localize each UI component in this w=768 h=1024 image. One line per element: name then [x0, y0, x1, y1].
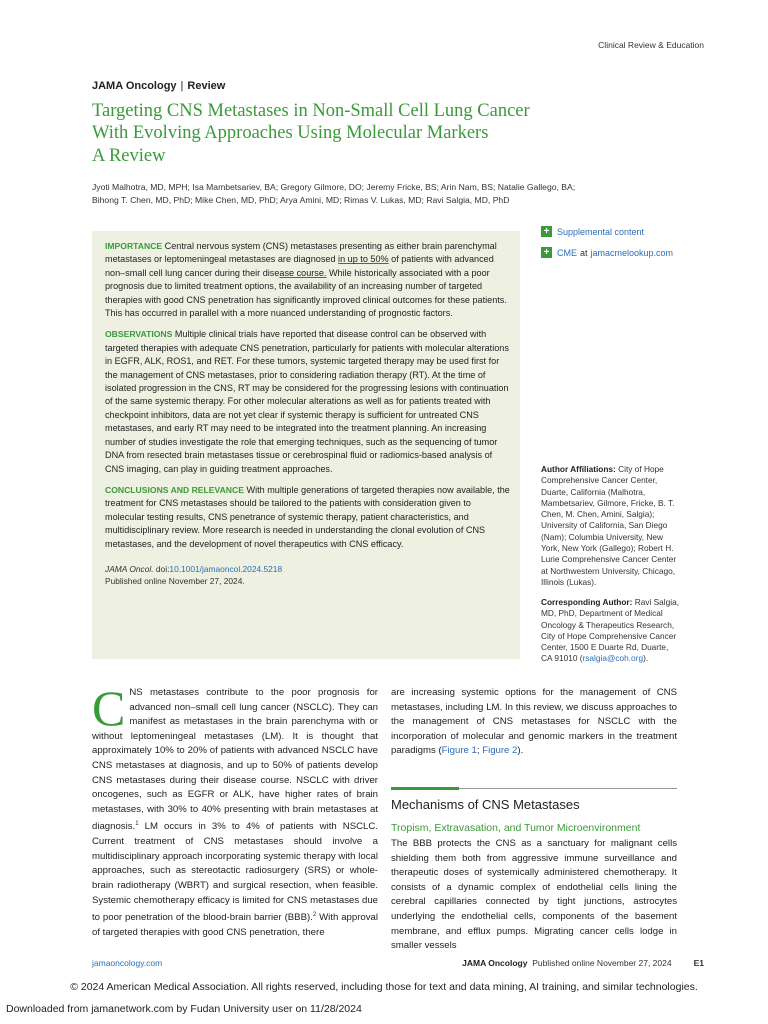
plus-icon: + — [541, 226, 552, 237]
observations-heading: OBSERVATIONS — [105, 329, 173, 340]
affiliations-heading: Author Affiliations: — [541, 464, 616, 474]
doi-link[interactable]: 10.1001/jamaoncol.2024.5218 — [169, 563, 283, 574]
drop-cap: C — [92, 680, 126, 736]
footer-journal: JAMA Oncology — [462, 958, 528, 968]
title-line-2: With Evolving Approaches Using Molecular Markers — [92, 123, 489, 143]
body-column-1 — [92, 680, 378, 940]
importance-highlight-2: ase course. — [279, 267, 327, 278]
author-line-2: Bihong T. Chen, MD, PhD; Mike Chen, MD, PhD; Arya Amini, MD; Rimas V. Lukas, MD; Ravi Salgia, MD, PhD — [92, 195, 510, 205]
figure-1-link[interactable]: Figure 1 — [441, 745, 477, 757]
cme-label: CME — [557, 247, 577, 258]
section-rule-accent — [391, 787, 459, 790]
col2-text-end: ). — [517, 745, 524, 757]
download-notice: Downloaded from jamanetwork.com by Fudan University user on 11/28/2024 — [6, 1003, 362, 1015]
fig-separator: ; — [476, 745, 483, 757]
col1-text-c: With approval of targeted therapies with good CNS penetration, there — [92, 912, 378, 938]
cme-link[interactable] — [541, 247, 673, 258]
col1-text-b: LM occurs in 3% to 4% of patients with NSCLC. Current treatment of CNS metastases should involve a multidisciplinary approach incorporating systemic therapy with local approaches, such as stereotactic radiosurgery (SRS) or whole-brain radiotherapy (WBRT) and surgical resection, when feasible. Systemic chemotherapy efficacy is limited for CNS metastases due to poor penetration of the blood-brain barrier (BBB). — [92, 821, 378, 924]
footer-site-link[interactable]: jamaoncology.com — [92, 958, 163, 968]
supplemental-label: Supplemental content — [557, 226, 645, 237]
citation — [105, 563, 510, 587]
corresponding-author — [541, 597, 681, 665]
author-affiliations — [541, 464, 681, 588]
cme-url[interactable]: jamacmelookup.com — [590, 247, 674, 258]
cite-doi-prefix: doi: — [153, 563, 170, 574]
observations-text: Multiple clinical trials have reported that disease control can be observed with targeted therapies with adequate CNS penetration, particularly for patients with molecular alterations in EGFR, ALK, ROS1, and RET. For these tumors, systemic targeted therapy may be used first for the management of CNS metastases, prior to considering radiation therapy (RT). At the time of isolated progression in the CNS, RT may be considered for the progressing lesions with continuation of the same systemic therapy. For other molecular alterations as well as for patients treated with checkpoint inhibitors, data are not yet clear if systemic therapy is sufficient for untreated CNS metastases, and early RT may need to be integrated into the treatment planning. An increasing number of studies investigate the role that emerging techniques, such as the sequencing of tumor DNA from resected brain metastases tissue or cerebrospinal fluid or radiomics-based analysis of CNS imaging, can play in guiding treatment approaches. — [105, 329, 509, 474]
cme-at: at — [580, 247, 588, 258]
importance-text-a: Central nervous system (CNS) metastases presenting as either brain parenchymal metastases or leptomeningeal metastases are diagnosed — [105, 241, 497, 265]
corresponding-end: ). — [643, 653, 649, 664]
section-heading: Mechanisms of CNS Metastases — [391, 797, 580, 812]
email-link[interactable]: rsalgia@coh.org — [582, 653, 644, 664]
conclusions-text: With multiple generations of targeted therapies now available, the treatment for CNS metastases should be tailored to the patients with consideration given to molecular testing results, CNS penetrance of systemic therapy, patient characteristics, and multidisciplinary review. More research is needed in understanding the clonal evolution of CNS metastases, and the development of novel therapeutics with CNS efficacy. — [105, 484, 510, 549]
body-column-2-section: The BBB protects the CNS as a sanctuary for malignant cells shielding them both from aggressive immune surveillance and therapeutic doses of systemically administered chemotherapy. It consists of a dynamic complex of endothelial cells lining the cerebral capillaries connected by tight junctions, astrocytes underlying the endothelial cells, components of the basement membrane, and efflux pumps. Migrating cancer cells lodge in smaller vessels — [391, 838, 677, 952]
article-type: Review — [187, 80, 226, 92]
figure-2-link[interactable]: Figure 2 — [482, 745, 518, 757]
corresponding-heading: Corresponding Author: — [541, 597, 633, 607]
importance-heading: IMPORTANCE — [105, 241, 163, 251]
body-column-2-intro — [391, 686, 677, 759]
ref-1[interactable]: 1 — [135, 821, 139, 828]
section-label: Clinical Review & Education — [598, 40, 704, 50]
cite-journal: JAMA Oncol. — [105, 563, 154, 574]
supplemental-content-link[interactable] — [541, 226, 644, 237]
abstract-conclusions — [105, 484, 510, 551]
cite-published: Published online November 27, 2024. — [105, 575, 245, 586]
journal-header — [92, 80, 225, 92]
article-subtitle: A Review — [92, 146, 166, 166]
col2-text-a: are increasing systemic options for the management of CNS metastases, including LM. In this review, we discuss approaches to the management of CNS metastases for NSCLC with the incorporation of molecular and genomic markers in the treatment paradigms ( — [391, 687, 677, 757]
importance-text-b: of patients with advanced non–small cell lung cancer during their dise — [105, 254, 494, 278]
abstract-importance — [105, 240, 510, 320]
importance-text-c: While historically associated with a poor prognosis due to limited treatment options, the availability of an increasing number of targeted therapies with good CNS penetration has significantly improved clinical outcomes for these patients. This has occurred in parallel with a more nuanced understanding of prognostic factors. — [105, 267, 507, 319]
subsection-heading: Tropism, Extravasation, and Tumor Microenvironment — [391, 822, 641, 834]
affiliations-text: City of Hope Comprehensive Cancer Center, Duarte, California (Malhotra, Mambetsariev, Gilmore, Fricke, B. T. Chen, M. Chen, Amini, Salgia); University of California, San Diego (Nam); Columbia University, New York, New York (Gallego); Robert H. Lurie Comprehensive Cancer Center at Northwestern University, Chicago, Illinois (Lukas). — [541, 464, 677, 587]
plus-icon: + — [541, 247, 552, 258]
article-title — [92, 100, 612, 144]
author-line-1: Jyoti Malhotra, MD, MPH; Isa Mambetsariev, BA; Gregory Gilmore, DO; Jeremy Fricke, BS; Arin Nam, BS; Natalie Gallego, BA; — [92, 182, 576, 192]
abstract-box — [92, 231, 520, 659]
conclusions-heading: CONCLUSIONS AND RELEVANCE — [105, 484, 244, 495]
title-line-1: Targeting CNS Metastases in Non-Small Cell Lung Cancer — [92, 101, 530, 121]
abstract-observations — [105, 328, 510, 475]
section-rule — [459, 788, 677, 789]
copyright-notice: © 2024 American Medical Association. All rights reserved, including those for text and data mining, AI training, and similar technologies. — [70, 981, 698, 993]
importance-highlight-1: in up to 50% — [338, 254, 389, 265]
ref-2[interactable]: 2 — [312, 912, 317, 919]
journal-separator: | — [180, 80, 184, 92]
corresponding-text: Ravi Salgia, MD, PhD, Department of Medical Oncology & Therapeutics Research, City of Hope Comprehensive Cancer Center, 1500 E Duarte Rd, Duarte, CA 91010 ( — [541, 597, 679, 664]
col1-text-a: NS metastases contribute to the poor prognosis for advanced non–small cell lung cancer (NSCLC). They can manifest as metastases in the brain parenchyma with or without leptomeningeal metastases (LM). It is thought that approximately 10% to 20% of patients with advanced NSCLC have CNS metastases at diagnosis, and up to 50% of patients develop CNS metastases during their disease course. NSCLC with driver oncogenes, such as EGFR or ALK, have higher rates of brain metastases, with 30% to 40% presenting with brain metastases at diagnosis. — [92, 687, 378, 833]
author-list — [92, 181, 582, 207]
footer-published: Published online November 27, 2024 — [532, 958, 672, 968]
footer-info — [462, 958, 704, 968]
page-number: E1 — [693, 958, 704, 968]
journal-name: JAMA Oncology — [92, 80, 177, 92]
